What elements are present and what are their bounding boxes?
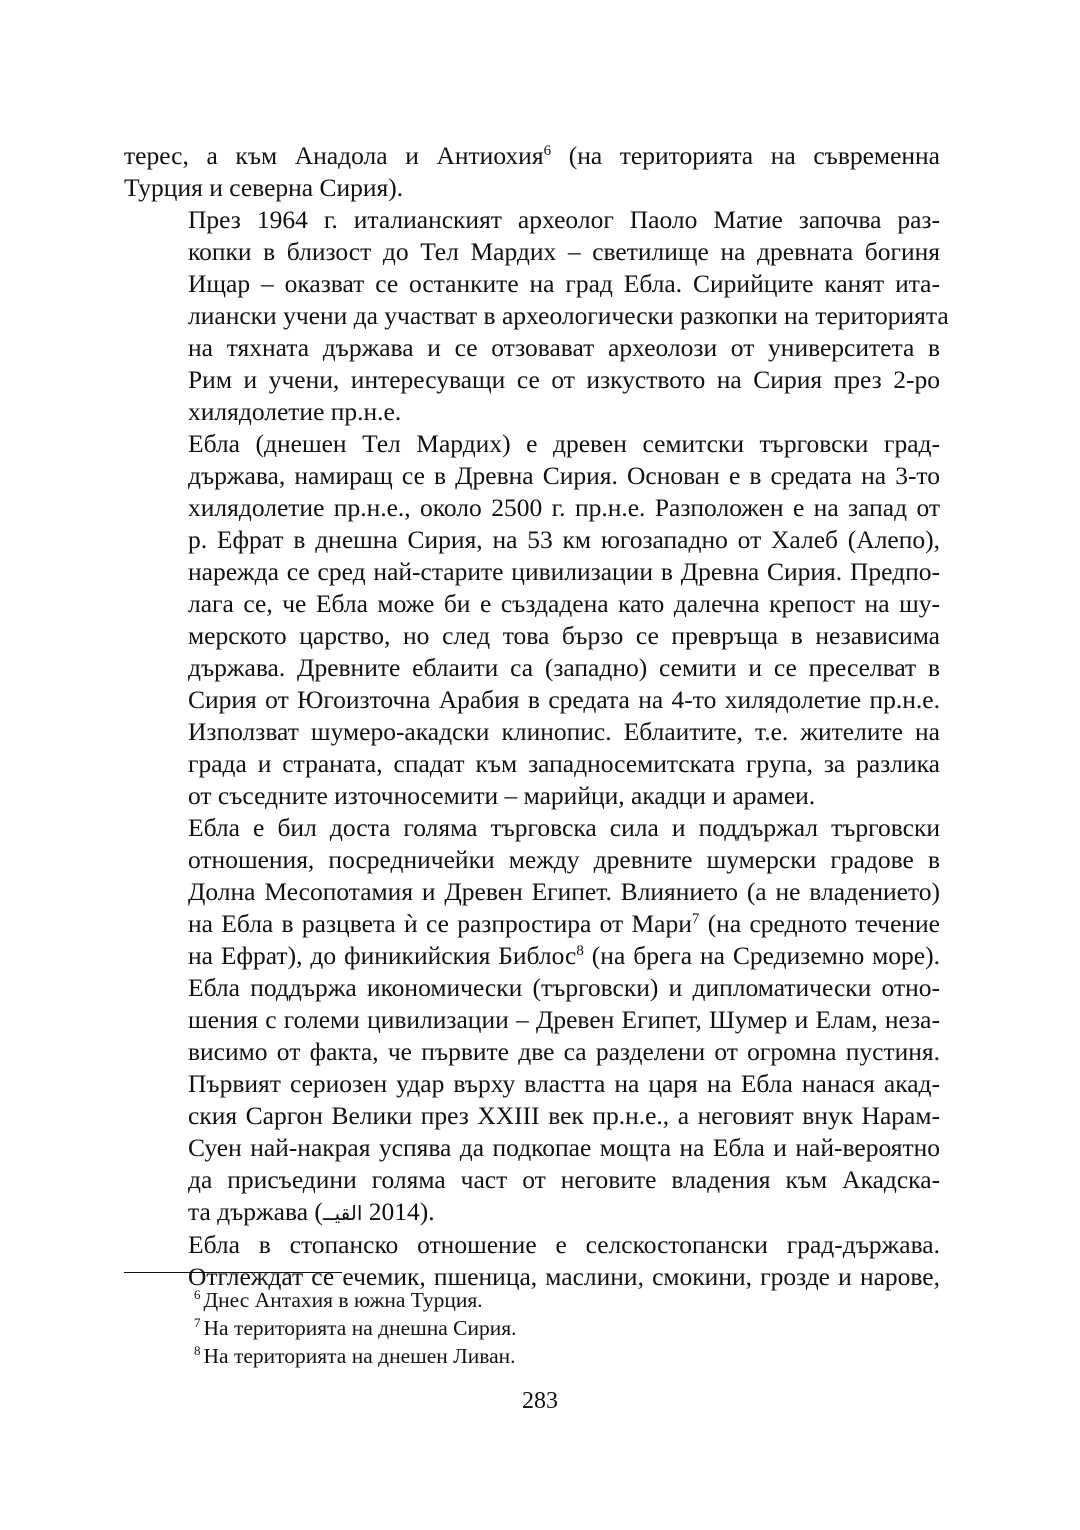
text-line: на тяхната държава и се отзовават археолози от университета в (188, 333, 940, 362)
text-line: хилядолетие пр.н.е., около 2500 г. пр.н.е. Разположен е на запад от (188, 493, 940, 522)
footnote-ref-6[interactable]: 6 (543, 143, 552, 159)
text-line: Турция и северна Сирия). (124, 173, 404, 202)
paragraph-3 (124, 428, 940, 812)
text-line: Ебла поддържа икономически (търговски) и дипломатически отно- (188, 973, 940, 1002)
text-line: копки в близост до Тел Мардих – светилище на древната богиня (188, 237, 940, 266)
text-line: шения с големи цивилизации – Древен Египет, Шумер и Елам, неза- (188, 1005, 940, 1034)
footnote-7 (194, 1314, 516, 1342)
paragraph-4 (124, 812, 940, 1229)
text-line: Суен най-накрая успява да подкопае мощта на Ебла и най-вероятно (188, 1133, 940, 1162)
text-line: от съседните източносемити – марийци, акадци и арамеи. (188, 781, 816, 810)
paragraph-1 (124, 140, 940, 204)
text-line: Ищар – оказват се останките на град Ебла. Сирийците канят ита- (188, 269, 940, 298)
text-line: нарежда се сред най-старите цивилизации в Древна Сирия. Предпо- (188, 557, 940, 586)
text-line: Рим и учени, интересуващи се от изкуството на Сирия през 2-ро (188, 365, 940, 394)
text-line: на Ефрат), до финикийския Библос$^8$ (на брега на Средиземно море). (188, 941, 940, 970)
text-line: ския Саргон Велики през XXIII век пр.н.е., а неговият внук Нарам- (188, 1101, 940, 1130)
text-line: да присъедини голяма част от неговите владения към Акадска- (188, 1165, 940, 1194)
paragraph-5 (124, 1229, 940, 1293)
text-line: града и страната, спадат към западносемитската група, за разлика (188, 749, 940, 778)
text-line: отношения, посредничейки между древните шумерски градове в (188, 845, 940, 874)
text-line: та държава (القيــ 2014). (188, 1197, 435, 1226)
text-line: държава, намиращ се в Древна Сирия. Основан е в средата на 3-то (188, 461, 940, 490)
text-line: Отглеждат се ечемик, пшеница, маслини, смокини, грозде и нарове, (188, 1262, 940, 1291)
footnote-ref-8[interactable]: 8 (576, 943, 584, 959)
text-line: Ебла е бил доста голяма търговска сила и поддържал търговски (188, 813, 940, 842)
main-text (124, 140, 949, 1293)
text-line: лага се, че Ебла може би е създадена като далечна крепост на шу- (188, 589, 940, 618)
arabic-citation: القيــ (322, 1201, 363, 1225)
text-line: Долна Месопотамия и Древен Египет. Влиянието (а не владението) (188, 877, 940, 906)
text-line: р. Ефрат в днешна Сирия, на 53 км югозападно от Халеб (Алепо), (188, 525, 940, 554)
text-line: През 1964 г. италианският археолог Паоло Матие започва раз- (188, 205, 940, 234)
text-line: Ебла (днешен Тел Мардих) е древен семитски търговски град- (188, 429, 940, 458)
text-line: държава. Древните еблаити са (западно) семити и се преселват в (188, 653, 940, 682)
footnote-number: 8 (194, 1343, 201, 1358)
footnote-text: На територията на днешен Ливан. (203, 1344, 516, 1368)
text-line: висимо от факта, че първите две са разделени от огромна пустиня. (188, 1037, 940, 1066)
footnote-separator (124, 1272, 342, 1273)
text-line: Ебла в стопанско отношение е селскостопански град-държава. (188, 1230, 940, 1259)
footnotes (194, 1286, 516, 1370)
text-line: лиански учени да участват в археологически разкопки на територията (188, 301, 949, 330)
text-line: Използват шумеро-акадски клинопис. Еблаитите, т.е. жителите на (188, 717, 940, 746)
footnote-8 (194, 1342, 516, 1370)
footnote-number: 6 (194, 1287, 201, 1302)
footnote-text: На територията на днешна Сирия. (203, 1316, 517, 1340)
footnote-6 (194, 1286, 516, 1314)
text-line: терес, а към Анадола и Антиохия$^6$ (на територията на съвременна (124, 141, 940, 170)
paragraph-2 (124, 204, 949, 428)
footnote-text: Днес Антахия в южна Турция. (203, 1288, 483, 1312)
text-line: мерското царство, но след това бързо се превръща в независима (188, 621, 940, 650)
footnote-ref-7[interactable]: 7 (691, 911, 700, 927)
page-number: 283 (522, 1388, 558, 1414)
text-line: хилядолетие пр.н.е. (188, 397, 402, 426)
text-line: на Ебла в разцвета ѝ се разпростира от Мари$^7$ (на средното течение (188, 909, 940, 938)
text-line: Първият сериозен удар върху властта на царя на Ебла нанася акад- (188, 1069, 940, 1098)
footnote-number: 7 (194, 1315, 201, 1330)
text-line: Сирия от Югоизточна Арабия в средата на 4-то хилядолетие пр.н.е. (188, 685, 940, 714)
